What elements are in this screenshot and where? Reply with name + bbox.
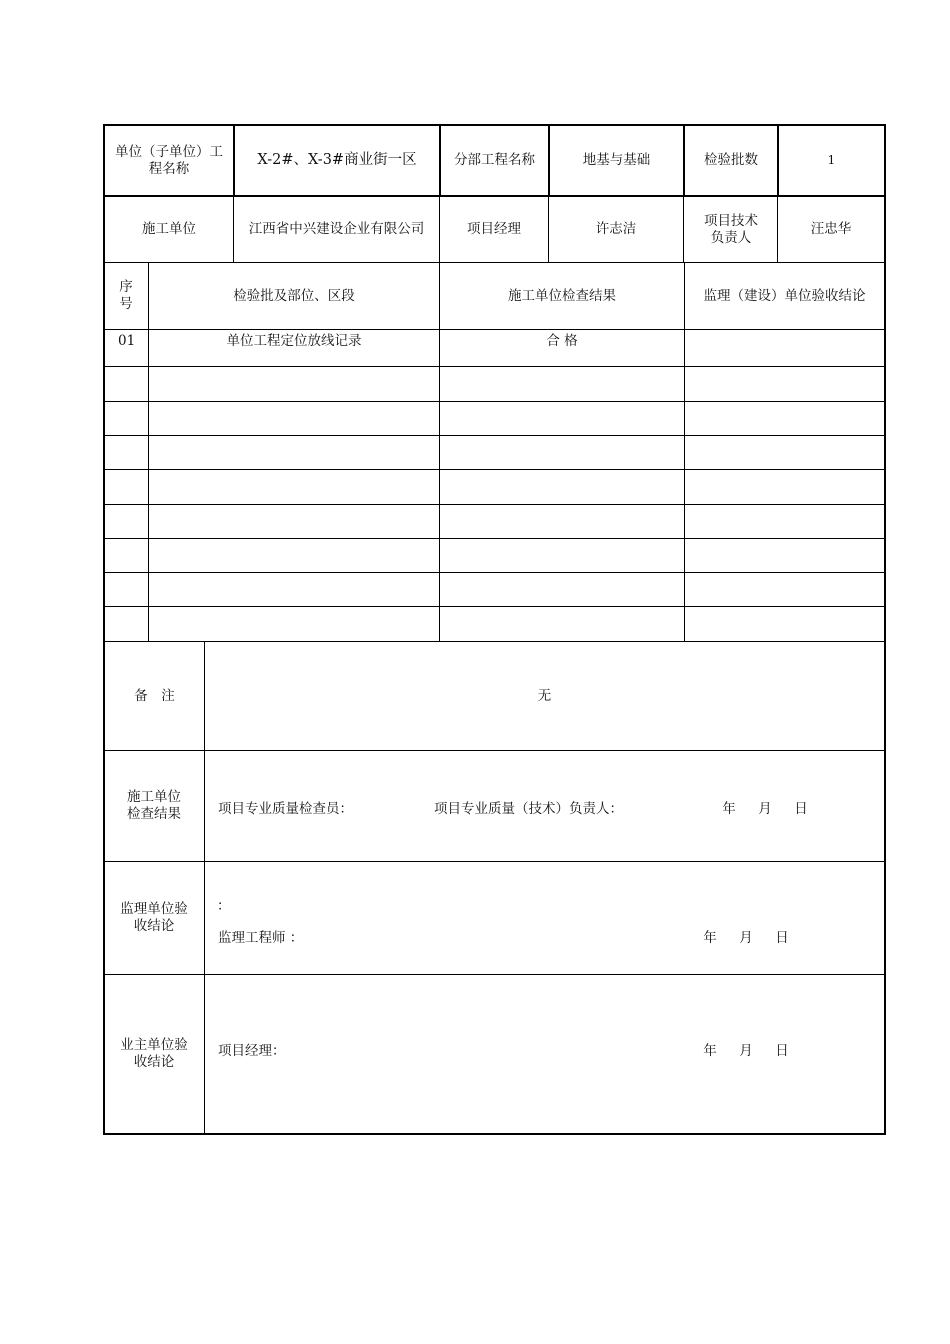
date-year: 年 (722, 800, 736, 817)
batch-count-value: 1 (827, 153, 836, 167)
owner-label: 业主单位验收结论 (120, 1037, 188, 1070)
unit-project-value: X-2#、X-3#商业街一区 (257, 152, 417, 168)
supervisor-engineer-label: 监理工程师 ： (218, 929, 304, 946)
contractor-label: 施工单位 (142, 221, 196, 237)
supervisor-label: 监理单位验收结论 (120, 901, 188, 934)
row-divider (103, 572, 886, 573)
table-row-item: 单位工程定位放线记录 (226, 333, 362, 349)
date-year: 年 (703, 929, 717, 946)
row-divider (103, 469, 886, 470)
col-header-seq: 序号 (119, 279, 133, 312)
sub-project-label: 分部工程名称 (454, 152, 535, 168)
date-day: 日 (794, 800, 808, 817)
table-row-seq: 01 (118, 333, 136, 349)
tech-lead-value: 汪忠华 (810, 221, 852, 237)
row-divider (103, 435, 886, 436)
row-divider (103, 401, 886, 402)
date-month: 月 (739, 1042, 753, 1059)
remarks-label: 备 注 (134, 687, 175, 704)
remarks-value: 无 (537, 687, 552, 704)
sub-project-value: 地基与基础 (582, 152, 651, 168)
table-row-check: 合 格 (546, 333, 578, 349)
contractor-check-label: 施工单位检查结果 (127, 789, 181, 822)
col-header-conclusion: 监理（建设）单位验收结论 (703, 287, 866, 304)
unit-project-label: 单位（子单位）工程名称 (115, 143, 223, 177)
row-divider (103, 366, 886, 367)
col-divider (683, 196, 684, 262)
row-divider (103, 750, 886, 751)
row-divider (103, 974, 886, 975)
contractor-value: 江西省中兴建设企业有限公司 (248, 221, 425, 237)
tech-lead-label: 项目技术负责人 (704, 212, 758, 246)
row-divider (103, 504, 886, 505)
date-day: 日 (775, 1042, 789, 1059)
row-divider (103, 861, 886, 862)
quality-tech-lead-label: 项目专业质量（技术）负责人： (434, 800, 623, 817)
date-day: 日 (775, 929, 789, 946)
owner-manager-label: 项目经理： (218, 1042, 286, 1059)
supervisor-colon: ： (217, 897, 231, 914)
quality-inspector-label: 项目专业质量检查员： (218, 800, 353, 817)
table-row-conclusion (685, 330, 884, 366)
col-header-check: 施工单位检查结果 (508, 287, 616, 304)
col-header-item: 检验批及部位、区段 (233, 287, 355, 304)
project-manager-label: 项目经理 (467, 221, 521, 237)
date-month: 月 (739, 929, 753, 946)
date-month: 月 (758, 800, 772, 817)
batch-count-label: 检验批数 (704, 152, 758, 168)
date-year: 年 (703, 1042, 717, 1059)
row-divider (103, 538, 886, 539)
project-manager-value: 许志洁 (595, 221, 637, 237)
row-divider (103, 606, 886, 607)
